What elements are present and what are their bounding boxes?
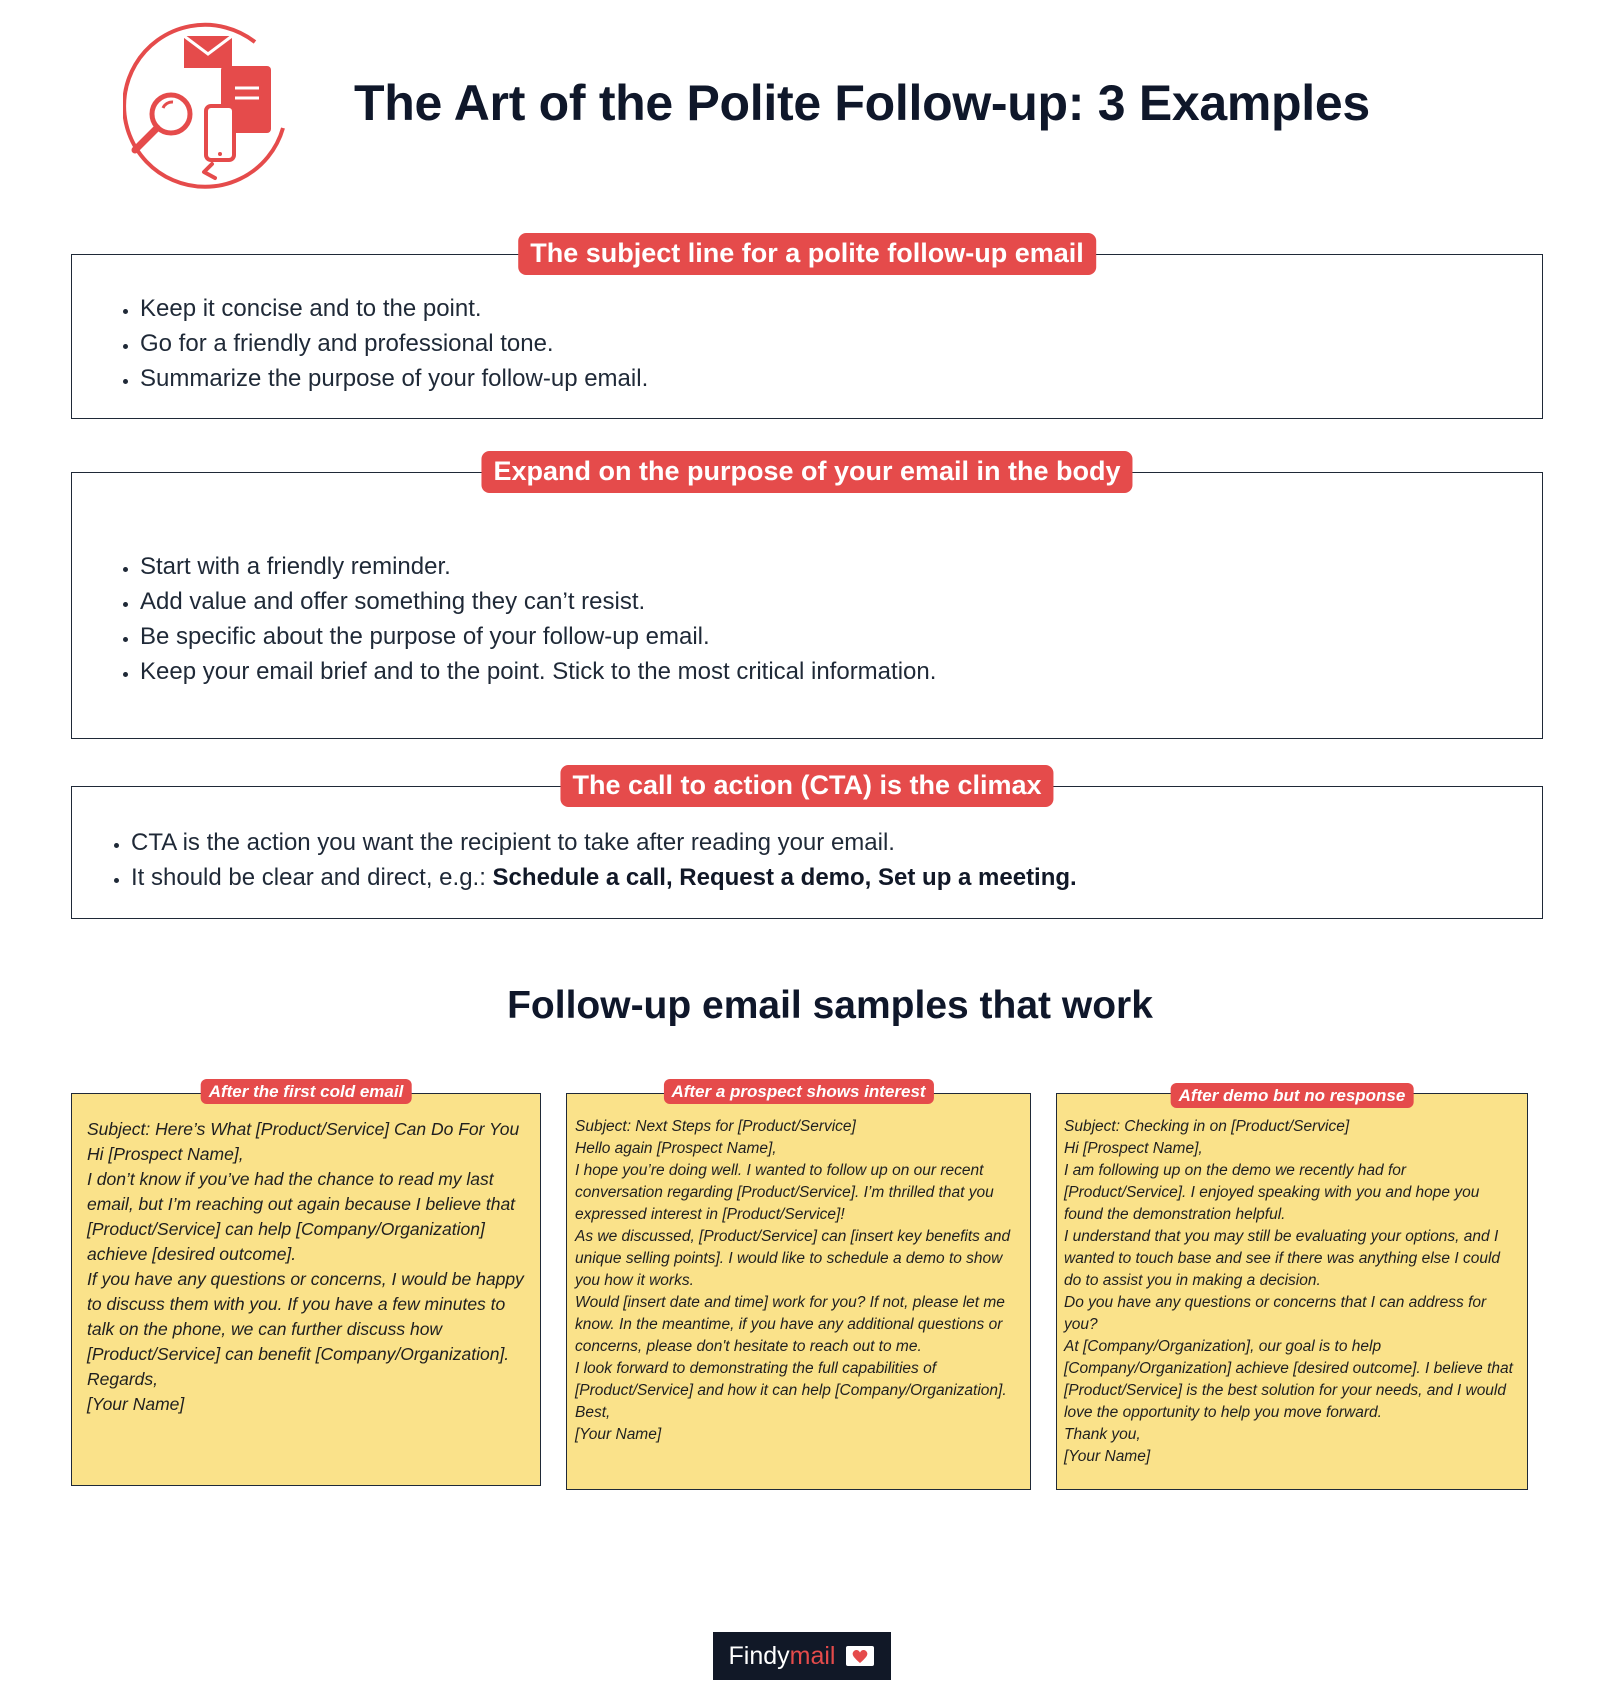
- list-item: • Add value and offer something they can’t resist.: [140, 584, 1542, 619]
- brand-name: Findymail: [728, 1641, 836, 1670]
- card-label: After a prospect shows interest: [663, 1079, 933, 1104]
- list-item: [131, 860, 1542, 895]
- tips-list: [72, 473, 1542, 689]
- cta-section: [71, 770, 1543, 919]
- sample-card-interest: [566, 1082, 1031, 1490]
- card-label: After demo but no response: [1171, 1083, 1414, 1108]
- sample-card-no-response: [1056, 1086, 1528, 1490]
- findymail-logo[interactable]: [713, 1632, 891, 1680]
- section-heading: Expand on the purpose of your email in the body: [481, 451, 1132, 493]
- list-item: • CTA is the action you want the recipient to take after reading your email.: [131, 825, 1542, 860]
- list-item: • Start with a friendly reminder.: [140, 549, 1542, 584]
- heart-envelope-icon: [845, 1645, 875, 1667]
- card-body: Subject: Checking in on [Product/Service] Hi [Prospect Name], I am following up on the demo we recently had for [Product/Service]. I enjoyed speaking with you and hope you found the demonstration helpful. I understand that you may still be evaluating your options, and I wanted to touch base and see if there was anything else I could do to assist you in making a decision. Do you have any questions or concerns that I can address for you? At [Company/Organization], our goal is to help [Company/Organization] achieve [desired outcome]. I believe that [Product/Service] is the best solution for your needs, and I would love the opportunity to help you move forward. Thank you, [Your Name]: [1064, 1118, 1513, 1465]
- list-item: • Keep your email brief and to the point. Stick to the most critical information.: [140, 654, 1542, 689]
- card-body: Subject: Here’s What [Product/Service] Can Do For You Hi [Prospect Name], I don’t know if you’ve had the chance to read my last email, but I’m reaching out again because I believe that [Product/Service] can help [Company/Organization] achieve [desired outcome]. If you have any questions or concerns, I would be happy to discuss them with you. If you have a few minutes to talk on the phone, we can further discuss how [Product/Service] can benefit [Company/Organization]. Regards, [Your Name]: [87, 1119, 524, 1414]
- subject-line-section: [71, 238, 1543, 419]
- card-body: Subject: Next Steps for [Product/Service] Hello again [Prospect Name], I hope you’re doing well. I wanted to follow up on our recent conversation regarding [Product/Service]. I’m thrilled that you expressed interest in [Product/Service]! As we discussed, [Product/Service] can [insert key benefits and unique selling points]. I would like to schedule a demo to show you how it works. Would [insert date and time] work for you? If not, please let me know. In the meantime, if you have any additional questions or concerns, please don't hesitate to reach out to me. I look forward to demonstrating the full capabilities of [Product/Service] and how it can help [Company/Organization]. Best, [Your Name]: [575, 1118, 1011, 1443]
- page-title: The Art of the Polite Follow-up: 3 Examples: [354, 75, 1370, 131]
- sample-card-cold-email: [71, 1082, 541, 1486]
- samples-title: Follow-up email samples that work: [507, 984, 1153, 1027]
- cta-text: It should be clear and direct, e.g.:: [131, 864, 493, 891]
- email-search-devices-icon: [123, 10, 303, 190]
- cta-examples: Schedule a call, Request a demo, Set up a meeting.: [492, 864, 1077, 891]
- tips-list: [72, 255, 1542, 396]
- list-item: • Summarize the purpose of your follow-up email.: [140, 361, 1542, 396]
- card-label: After the first cold email: [201, 1079, 412, 1104]
- list-item: • Keep it concise and to the point.: [140, 291, 1542, 326]
- list-item: • Be specific about the purpose of your follow-up email.: [140, 619, 1542, 654]
- list-item: • Go for a friendly and professional tone.: [140, 326, 1542, 361]
- section-heading: The subject line for a polite follow-up email: [518, 233, 1096, 275]
- section-heading: The call to action (CTA) is the climax: [560, 765, 1053, 807]
- email-body-section: [71, 456, 1543, 739]
